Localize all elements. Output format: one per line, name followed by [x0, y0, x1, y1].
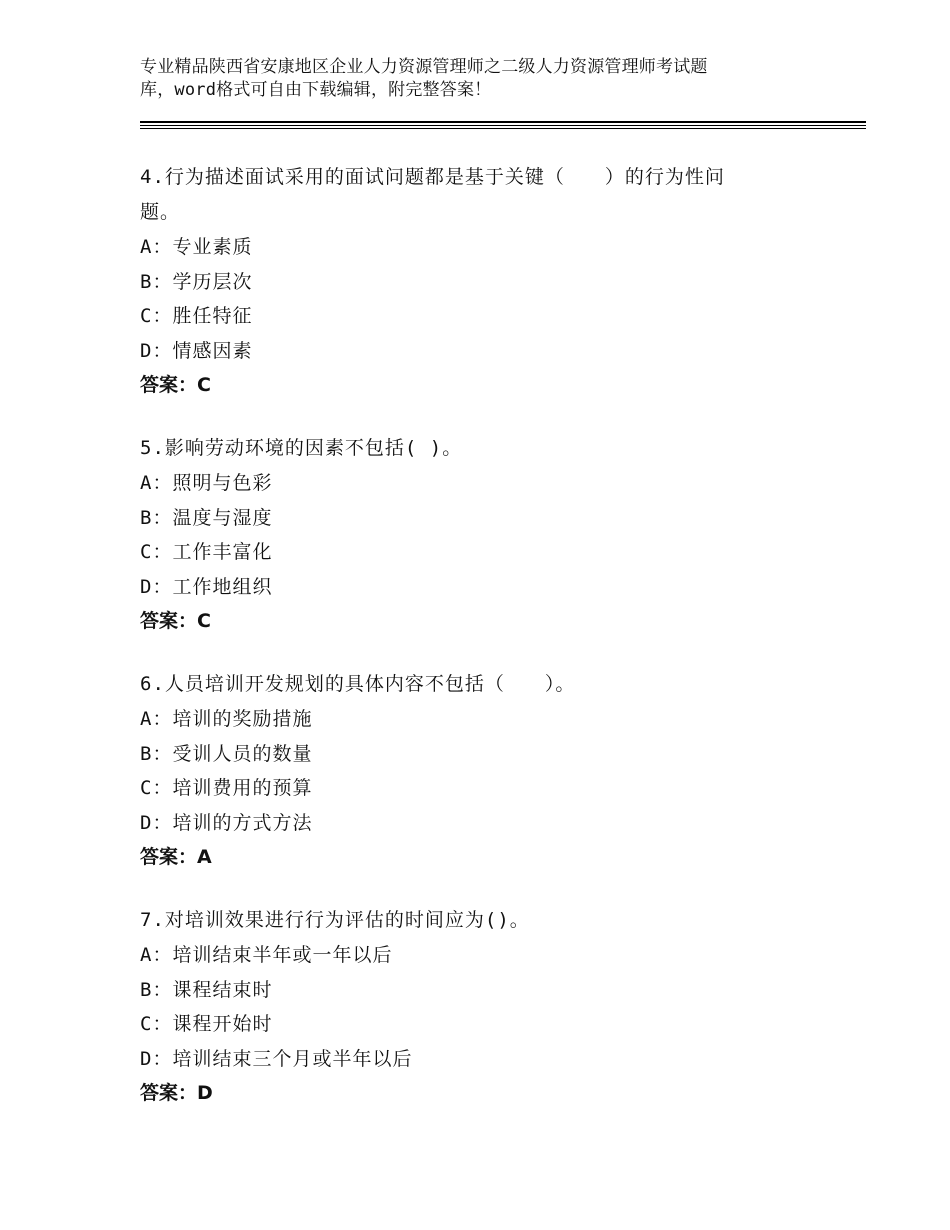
- option-b: B：学历层次: [140, 270, 253, 293]
- option-c: C：胜任特征: [140, 305, 253, 327]
- question-list: [140, 160, 860, 1139]
- question-stem-line: 7.对培训效果进行行为评估的时间应为()。: [140, 909, 530, 931]
- question-4: [140, 160, 860, 402]
- question-stem: [140, 160, 860, 230]
- option-c: C：培训费用的预算: [140, 777, 313, 799]
- answer-line: 答案：D: [140, 1082, 213, 1104]
- option-d: D：培训结束三个月或半年以后: [140, 1047, 413, 1070]
- option-b: B：温度与湿度: [140, 506, 273, 529]
- question-stem: [140, 667, 860, 702]
- option-b: B：课程结束时: [140, 978, 273, 1001]
- header-title-line-1: 专业精品陕西省安康地区企业人力资源管理师之二级人力资源管理师考试题: [140, 57, 708, 77]
- option-a: A：培训结束半年或一年以后: [140, 944, 393, 966]
- answer-line: 答案：C: [140, 374, 211, 396]
- question-stem-line: 题。: [140, 201, 181, 223]
- question-5: [140, 431, 860, 638]
- option-a: A：照明与色彩: [140, 472, 273, 494]
- header-divider: [140, 125, 866, 126]
- option-d: D：情感因素: [140, 339, 253, 362]
- answer-line: 答案：C: [140, 610, 211, 632]
- question-stem-line: 4.行为描述面试采用的面试问题都是基于关键（ ）的行为性问: [140, 166, 725, 188]
- question-7: [140, 903, 860, 1110]
- option-a: A：培训的奖励措施: [140, 708, 313, 730]
- option-a: A：专业素质: [140, 236, 253, 258]
- option-c: C：课程开始时: [140, 1013, 273, 1035]
- option-d: D：培训的方式方法: [140, 811, 313, 834]
- question-stem-line: 5.影响劳动环境的因素不包括( )。: [140, 437, 463, 459]
- option-d: D：工作地组织: [140, 575, 273, 598]
- question-stem: [140, 903, 860, 938]
- option-c: C：工作丰富化: [140, 541, 273, 563]
- question-stem-line: 6.人员培训开发规划的具体内容不包括（ ）。: [140, 673, 576, 695]
- header-title-line-2: 库，word格式可自由下载编辑，附完整答案！: [140, 80, 492, 100]
- option-b: B：受训人员的数量: [140, 742, 313, 765]
- header-divider: [140, 128, 866, 129]
- question-stem: [140, 431, 860, 466]
- header-divider: [140, 121, 866, 123]
- answer-line: 答案：A: [140, 846, 212, 868]
- question-6: [140, 667, 860, 874]
- document-header: [140, 56, 820, 102]
